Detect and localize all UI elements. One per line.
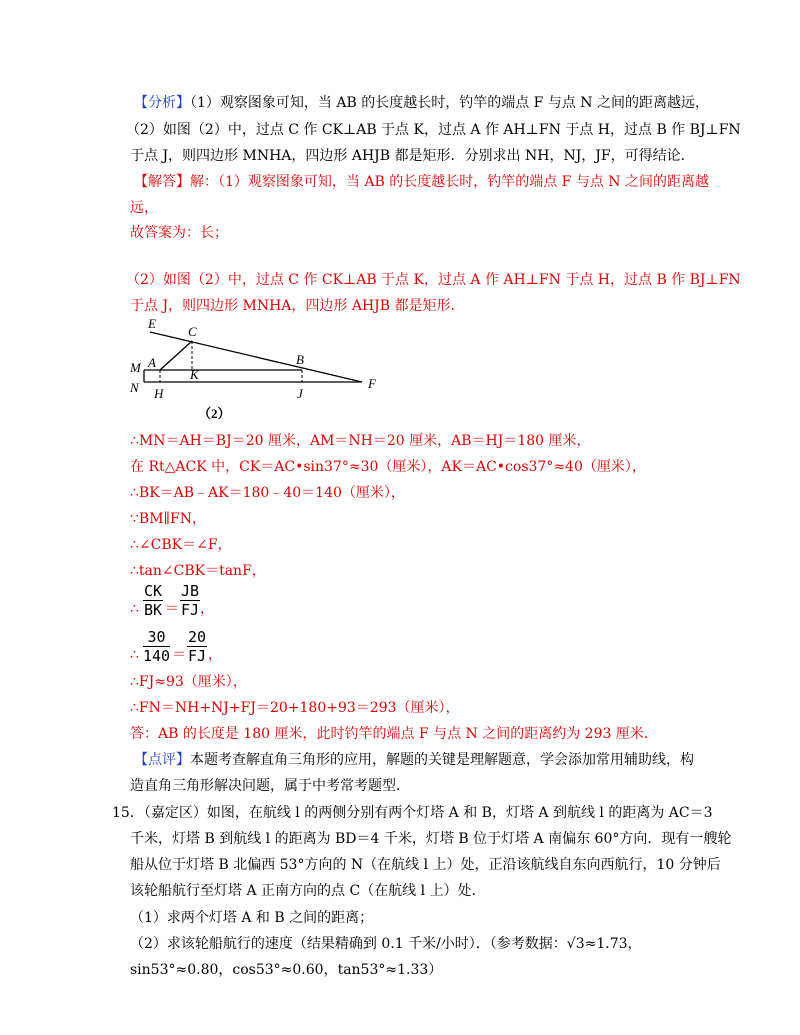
solution-line-4: （2）如图（2）中，过点 C 作 CK⊥AB 于点 K，过点 A 作 AH⊥FN 于点 H，过点 B 作 BJ⊥FN	[126, 272, 741, 288]
step-9: 答：AB 的长度是 180 厘米，此时钓竿的端点 F 与点 N 之间的距离约为 293 厘米．	[130, 726, 658, 742]
label-A: A	[148, 355, 156, 370]
frac1-left-denominator: BK	[144, 601, 163, 619]
frac1-right-denominator: FJ	[181, 601, 200, 619]
geometry-figure	[128, 316, 398, 424]
figure-lines	[144, 332, 362, 382]
label-E: E	[148, 316, 156, 331]
label-N: N	[130, 380, 139, 395]
label-B: B	[296, 352, 304, 367]
analysis-line-3: 于点 J，则四边形 MNHA，四边形 AHJB 都是矩形．分别求出 NH，NJ，JF，可得结论．	[130, 148, 695, 164]
frac2-left	[143, 628, 170, 665]
step-1: ∴MN＝AH＝BJ＝20 厘米，AM＝NH＝20 厘米，AB＝HJ＝180 厘米，	[130, 433, 591, 449]
comment-tag: 【点评】	[134, 752, 190, 768]
problem15-line-4: 该轮船航行至灯塔 A 正南方向的点 C（在航线 l 上）处．	[130, 883, 486, 899]
frac1-left-numerator: CK	[144, 582, 163, 600]
problem15-question-2: （2）求该轮船航行的速度（结果精确到 0.1 千米/小时）．（参考数据：√3≈1.73，	[130, 936, 642, 952]
solution-line-5: 于点 J，则四边形 MNHA，四边形 AHJB 都是矩形．	[130, 298, 465, 314]
step-3: ∴BK＝AB﹣AK＝180﹣40＝140（厘米），	[130, 485, 405, 501]
analysis-text-1: （1）观察图象可知，当 AB 的长度越长时，钓竿的端点 F 与点 N 之间的距离越远，	[190, 95, 709, 111]
label-K: K	[190, 367, 199, 382]
problem15-line-1: 15．（嘉定区）如图，在航线 l 的两侧分别有两个灯塔 A 和 B，灯塔 A 到航线 l 的距离为 AC＝3	[112, 805, 713, 821]
figure-dashed-lines	[160, 341, 302, 382]
comment-line-1	[134, 751, 694, 769]
figure-caption: （2）	[198, 406, 231, 421]
solution-line-3: 故答案为：长；	[130, 225, 228, 241]
label-F: F	[368, 376, 376, 391]
frac1-right	[180, 582, 200, 619]
problem15-question-3: sin53°≈0.80，cos53°≈0.60，tan53°≈1.33）	[130, 962, 443, 978]
solution-tag: 【解答】	[134, 174, 190, 190]
frac2-equals: ＝	[172, 647, 186, 663]
label-M: M	[130, 360, 141, 375]
frac2-end: ，	[208, 647, 222, 663]
frac1-left	[143, 582, 163, 619]
comment-text-1: 本题考查解直角三角形的应用，解题的关键是理解题意，学会添加常用辅助线，构	[190, 752, 694, 768]
solution-line-1	[134, 173, 709, 191]
frac1-end: ，	[200, 601, 214, 617]
step-5: ∴∠CBK＝∠F，	[130, 537, 232, 553]
step-8: ∴FN＝NH+NJ+FJ＝20+180+93＝293（厘米），	[130, 700, 460, 716]
frac1-prefix: ∴	[130, 601, 139, 617]
problem15-question-1: （1）求两个灯塔 A 和 B 之间的距离；	[130, 910, 374, 926]
frac2-left-numerator: 30	[143, 628, 170, 647]
problem15-line-3: 船从位于灯塔 B 北偏西 53°方向的 N（在航线 l 上）处，正沿该航线自东向西航行，10 分钟后	[130, 857, 721, 873]
frac2-right-denominator: FJ	[188, 647, 207, 665]
step-2: 在 Rt△ACK 中，CK＝AC•sin37°≈30（厘米），AK＝AC•cos37°≈40（厘米），	[130, 459, 646, 475]
frac1-right-numerator: JB	[181, 582, 200, 600]
step-6: ∴tan∠CBK＝tanF，	[130, 563, 266, 579]
step-4: ∵BM∥FN，	[130, 511, 206, 527]
rod-line-EF	[150, 332, 362, 382]
frac2-right-numerator: 20	[188, 628, 207, 646]
label-J: J	[297, 386, 303, 401]
frac2-left-denominator: 140	[143, 647, 171, 665]
solution-line-2: 远，	[130, 200, 158, 216]
solution-text-1: 解：（1）观察图象可知，当 AB 的长度越长时，钓竿的端点 F 与点 N 之间的距离越	[190, 174, 709, 190]
label-C: C	[188, 324, 197, 339]
analysis-line-1	[134, 94, 709, 112]
frac1-equals: ＝	[165, 601, 179, 617]
problem15-line-2: 千米，灯塔 B 到航线 l 的距离为 BD＝4 千米，灯塔 B 位于灯塔 A 南偏东 60°方向．现有一艘轮	[130, 831, 732, 847]
segment-AC	[160, 341, 192, 370]
label-H: H	[154, 386, 164, 401]
frac2-prefix: ∴	[130, 647, 139, 663]
frac2-right	[187, 628, 207, 665]
analysis-line-2: （2）如图（2）中，过点 C 作 CK⊥AB 于点 K，过点 A 作 AH⊥FN 于点 H，过点 B 作 BJ⊥FN	[126, 122, 741, 138]
step-7: ∴FJ≈93（厘米），	[130, 674, 247, 690]
comment-line-2: 造直角三角形解决问题，属于中考常考题型．	[130, 778, 410, 794]
analysis-tag: 【分析】	[134, 95, 190, 111]
